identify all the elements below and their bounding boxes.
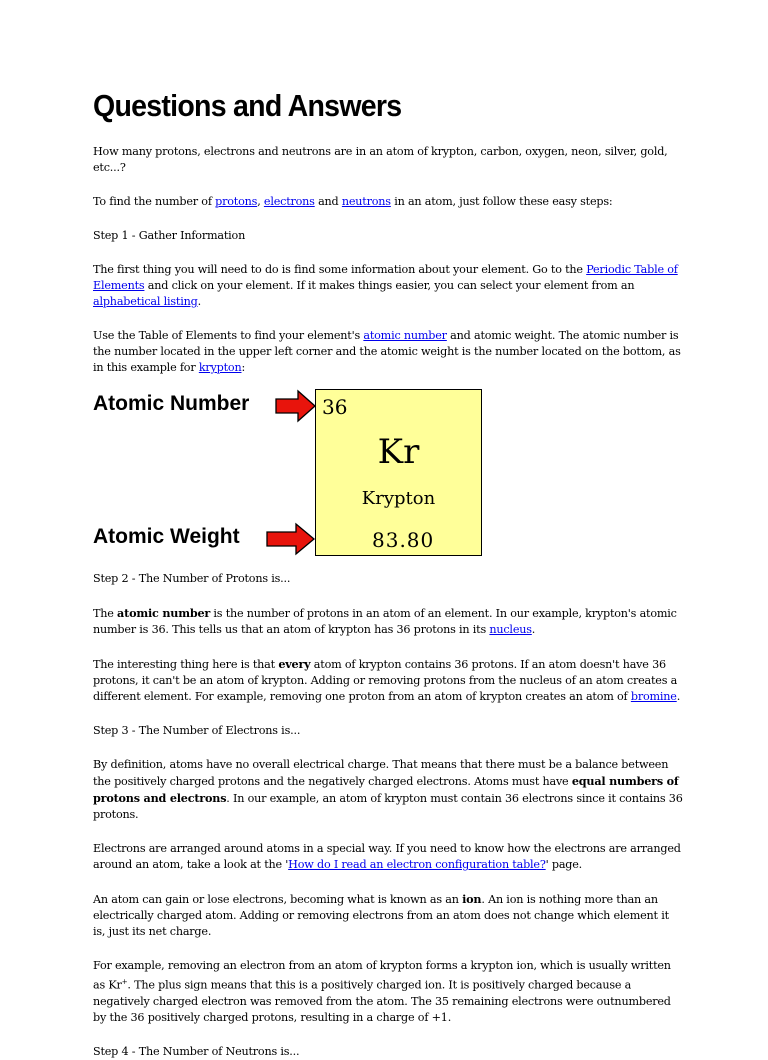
text: An atom can gain or lose electrons, becoming what is known as an [93,893,463,906]
krypton-link[interactable]: krypton [198,361,242,374]
text: . An ion is nothing more than an electrically charged atom. Adding or removing electrons from an atom does not change which element it is, just its net charge. [93,893,669,938]
electrons-link[interactable]: electrons [263,195,315,208]
alphabetical-listing-link[interactable]: alphabetical listing [93,295,198,308]
text: . In our example, an atom of krypton must contain 36 electrons since it contains 36 protons. [93,792,683,821]
bold-text: equal numbers of protons and electrons [93,774,679,805]
intro-question: How many protons, electrons and neutrons are in an atom of krypton, carbon, oxygen, neon, silver, gold, etc...? [93,145,668,174]
text: The first thing you will need to do is find some information about your element. Go to the [93,263,587,276]
bold-text: ion [462,892,482,906]
neutrons-link[interactable]: neutrons [341,195,391,208]
element-symbol: Kr [377,432,420,472]
superscript: + [121,978,128,986]
find-paragraph [93,194,683,210]
step-3-heading: Step 3 - The Number of Electrons is... [93,724,301,737]
use-table-paragraph [93,328,683,376]
arrow-shape [267,524,314,554]
arrow-right-icon [274,389,318,423]
electron-configuration-link[interactable]: How do I read an electron configuration table? [288,858,546,871]
text: in an atom, just follow these easy steps: [390,195,613,208]
text: is the number of protons in an atom of an element. In our example, krypton's atomic number is 36. This tells us that an atom of krypton has 36 protons in its [93,607,677,636]
text: and atomic weight. The atomic number is the number located in the upper left corner and the atomic weight is the number located on the bottom, as in this example for [93,329,681,374]
gather-paragraph [93,262,683,310]
text: . [197,295,201,308]
text: For example, removing an electron from an atom of krypton forms a krypton ion, which is usually written as Kr [93,959,671,992]
step-1-heading: Step 1 - Gather Information [93,229,246,242]
text: atom of krypton contains 36 protons. If an atom doesn't have 36 protons, it can't be an atom of krypton. Adding or removing protons from the nucleus of an atom creates a different element. For example, removing one proton from an atom of krypton creates an atom of [93,658,678,703]
text: Electrons are arranged around atoms in a special way. If you need to know how the electrons are arranged around an atom, take a look at the ' [93,842,681,871]
arrow-shape [276,391,315,421]
ion-paragraph [93,891,683,940]
protons-paragraph [93,605,683,638]
element-number: 36 [322,395,348,419]
krypton-element-figure [93,389,683,559]
charge-paragraph [93,757,683,823]
text: . The plus sign means that this is a positively charged ion. It is positively charged because a negatively charged electron was removed from the atom. The 35 remaining electrons were outnumbered by the 36 positively charged protons, resulting in a charge of +1. [93,978,671,1024]
text: . [531,623,536,636]
atomic-number-link[interactable]: atomic number [363,329,447,342]
protons-link[interactable]: protons [215,195,258,208]
atomic-weight-label: Atomic Weight [93,525,240,548]
text: To find the number of [93,195,216,208]
text: and [314,195,342,208]
arranged-paragraph [93,841,683,873]
atomic-number-label: Atomic Number [93,392,250,415]
ion-example-paragraph [93,958,683,1026]
text: and click on your element. If it makes things easier, you can select your element from an [144,279,635,292]
every-atom-paragraph [93,656,683,705]
document-page [93,88,683,1060]
text: The [93,607,118,620]
text: : [241,361,246,374]
text: ' page. [545,858,583,871]
element-name: Krypton [361,488,436,509]
text: . [676,690,681,703]
text: By definition, atoms have no overall electrical charge. That means that there must be a balance between the positively charged protons and the negatively charged electrons. Atoms must have [93,758,669,788]
step-2-heading: Step 2 - The Number of Protons is... [93,572,291,585]
element-weight: 83.80 [372,528,435,552]
step-4-heading: Step 4 - The Number of Neutrons is... [93,1044,300,1058]
text: The interesting thing here is that [93,658,279,671]
bromine-link[interactable]: bromine [630,690,677,703]
nucleus-link[interactable]: nucleus [489,623,532,636]
arrow-right-icon [265,522,317,556]
page-title: Questions and Answers [93,88,402,123]
text: , [257,195,264,208]
text: Use the Table of Elements to find your element's [93,329,364,342]
periodic-table-link[interactable]: Periodic Table of Elements [93,263,678,292]
element-tile [315,389,482,556]
bold-text: atomic number [117,606,211,620]
bold-text: every [278,657,311,671]
